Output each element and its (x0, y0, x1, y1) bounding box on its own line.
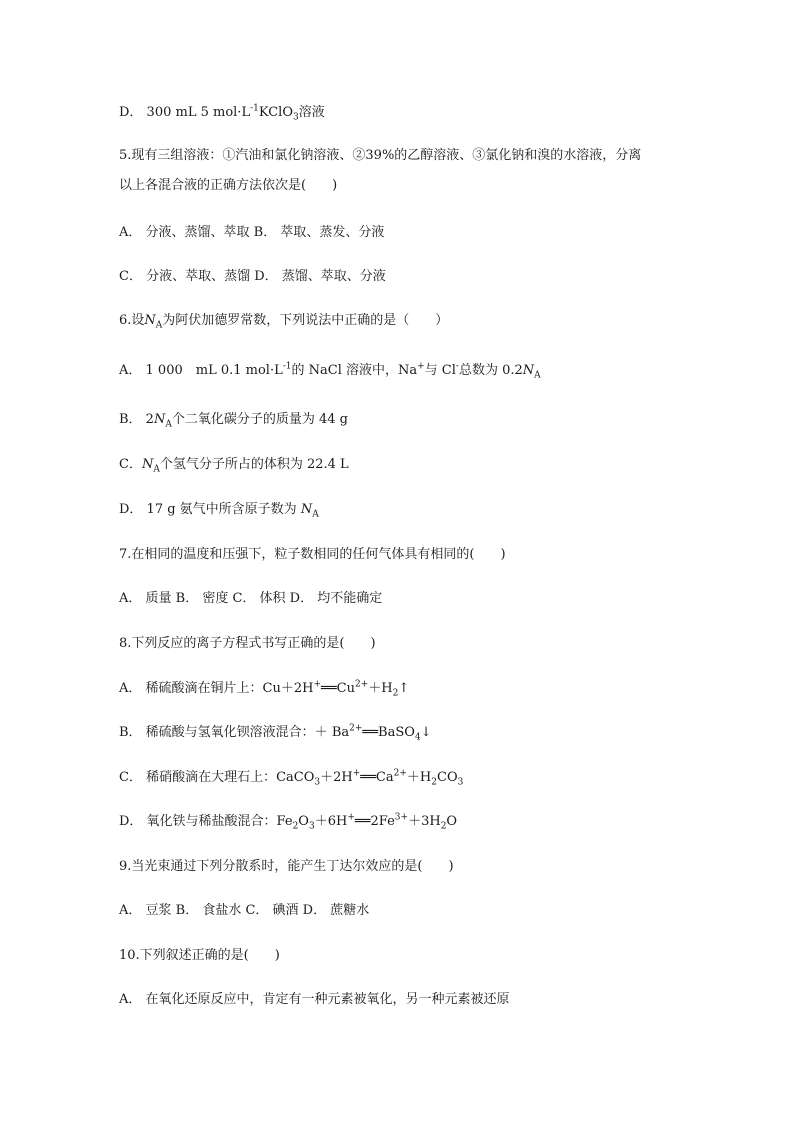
q5-options-cd: C． 分液、萃取、蒸馏 D． 蒸馏、萃取、分液 (119, 269, 386, 284)
q6-option-b: B． $2N_A$个二氧化碳分子的质量为 44 g (119, 412, 348, 430)
q7-options: A． 质量 B． 密度 C． 体积 D． 均不能确定 (119, 591, 383, 606)
q6-option-c: C．$N_A$个氢气分子所占的体积为 22.4 L (119, 457, 349, 475)
q8-option-d: D． 氧化铁与稀盐酸混合：$Fe_2O_3+6H^+══2Fe^{3+}+3H_2O$ (119, 812, 458, 832)
q6-option-d: D． 17 g 氨气中所含原子数为 $N_A$ (119, 502, 319, 520)
q10-option-a: A． 在氧化还原反应中，肯定有一种元素被氧化，另一种元素被还原 (119, 992, 510, 1007)
q7-stem: 7.在相同的温度和压强下，粒子数相同的任何气体具有相同的( ) (119, 547, 506, 562)
q5-stem-line1: 5.现有三组溶液：①汽油和氯化钠溶液、②39%的乙醇溶液、③氯化钠和溴的水溶液，分离 (119, 148, 642, 163)
q6-stem: 6.设$N_A$为阿伏加德罗常数，下列说法中正确的是（ ） (119, 313, 449, 331)
q8-option-a: A． 稀硫酸滴在铜片上：$Cu+2H^+══Cu^{2+}+H_2↑$ (119, 679, 410, 699)
q9-options: A． 豆浆 B． 食盐水 C． 碘酒 D． 蔗糖水 (119, 903, 370, 918)
q8-option-c: C． 稀硝酸滴在大理石上：$CaCO_3+2H^+══Ca^{2+}+H_2CO_3$ (119, 768, 464, 788)
q8-stem: 8.下列反应的离子方程式书写正确的是( ) (119, 636, 376, 651)
q10-stem: 10.下列叙述正确的是( ) (119, 948, 280, 963)
q6-option-a: A． 1 000 mL 0.1 $mol\cdot L^{-1}$的 NaCl 溶液中，Na+与 Cl-总数为 $0.2N_A$ (119, 361, 541, 381)
q4-option-d: D． 300 mL 5 $mol\cdot L^{-1}KClO_3$溶液 (119, 103, 325, 123)
q8-option-b: B． 稀硫酸与氢氧化钡溶液混合：＋ $Ba^{2+}══BaSO_4↓$ (119, 723, 432, 743)
q5-options-ab: A． 分液、蒸馏、萃取 B． 萃取、蒸发、分液 (119, 225, 385, 240)
q5-stem-line2: 以上各混合液的正确方法依次是( ) (119, 178, 338, 193)
q9-stem: 9.当光束通过下列分散系时，能产生丁达尔效应的是( ) (119, 859, 454, 874)
